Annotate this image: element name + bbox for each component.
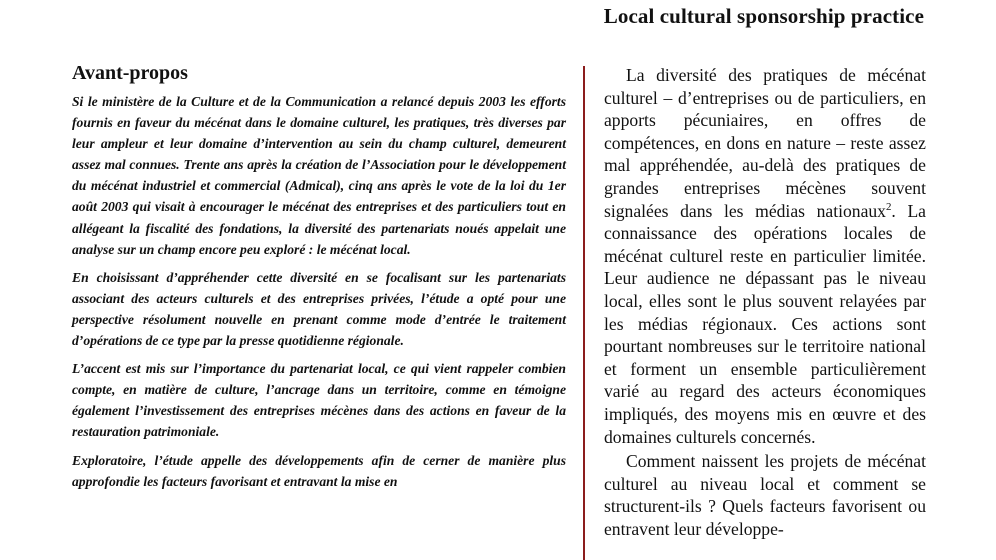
foreword-paragraph-2: En choisissant d’appréhender cette diversité en se focalisant sur les partenariats associant des acteurs culturels et des entreprises privées, l’étude a opté pour une perspective résolument nouvelle en prenant comme mode d’entrée le traitement d’opérations de ce type par la presse quotidienne régionale. bbox=[72, 269, 566, 349]
body-paragraph-1-text-a: La diversité des pratiques de mécénat culturel – d’entreprises ou de particuliers, en apports pécuniaires, en offres de compétences, en dons en nature – reste assez mal appréhendée, au-delà des pratiques de grandes entreprises mécènes souvent signalées dans les médias nationaux bbox=[604, 65, 926, 221]
page-header-title: Local cultural sponsorship practice bbox=[603, 4, 924, 28]
foreword-column bbox=[72, 62, 566, 499]
foreword-paragraph-3: L’accent est mis sur l’importance du partenariat local, ce qui vient rappeler combien compte, en matière de culture, l’ancrage dans un territoire, comme en témoigne également l’investissement des entreprises mécènes dans des actions en faveur de la restauration patrimoniale. bbox=[72, 361, 566, 440]
foreword-paragraph-4: Exploratoire, l’étude appelle des développements afin de cerner de manière plus approfondie les facteurs favorisant et entravant la mise en bbox=[72, 452, 566, 489]
foreword-paragraph-1: Si le ministère de la Culture et de la Communication a relancé depuis 2003 les efforts fournis en faveur du mécénat dans le domaine culturel, les pratiques, très diverses par leur ampleur et leur domaine d’intervention au sein du champ culturel, demeurent assez mal connues. Trente ans après la création de l’Association pour le développement du mécénat industriel et commercial (Admical), cinq ans après le vote de la loi du 1er août 2003 qui visait à encourager le mécénat des entreprises et des particuliers tout en allégeant la fiscalité des fondations, la diversité des partenariats noués appelait une analyse sur un champ encore peu exploré : le mécénat local. bbox=[72, 94, 566, 257]
column-divider bbox=[583, 66, 585, 560]
body-paragraph-1-text-b: . La connaissance des opérations locales de mécénat culturel reste en particulier limitée. Leur audience ne dépassant pas le niveau local, elles sont le plus souvent relayées par les médias régionaux. Ces actions sont pourtant nombreuses sur le territoire national et forment un ensemble particulièrement varié au regard des acteurs économiques impliqués, des moyens mis en œuvre et des domaines culturels concernés. bbox=[604, 200, 926, 447]
footnote-marker: 2 bbox=[885, 200, 892, 213]
body-paragraph-1 bbox=[604, 64, 926, 448]
body-paragraph-2: Comment naissent les projets de mécénat culturel au niveau local et comment se structurent-ils ? Quels facteurs favorisent ou entravent leur développe- bbox=[604, 451, 926, 539]
body-column bbox=[604, 64, 926, 542]
section-heading: Avant-propos bbox=[72, 62, 188, 84]
